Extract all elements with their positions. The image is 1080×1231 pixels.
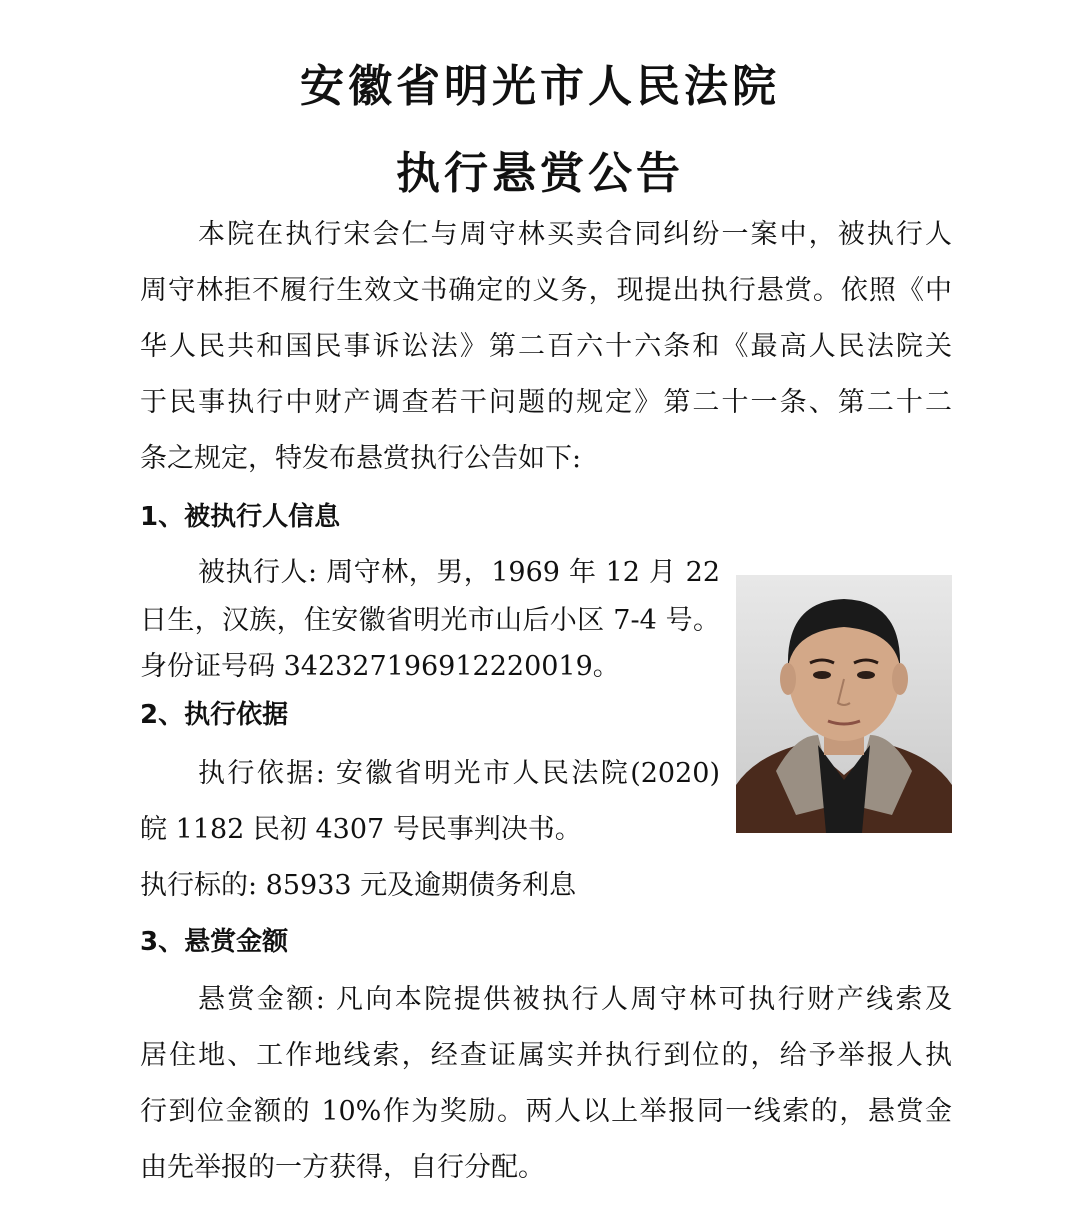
debtor-info-line: 被执行人: 周守林，男，1969 年 12 月 22 [198, 557, 720, 588]
reward-line: 由先举报的一方获得，自行分配。 [140, 1152, 545, 1183]
reward-line: 行到位金额的 10%作为奖励。两人以上举报同一线索的，悬赏金 [140, 1096, 952, 1127]
basis-line: 皖 1182 民初 4307 号民事判决书。 [140, 814, 582, 845]
intro-line: 条之规定，特发布悬赏执行公告如下: [140, 443, 582, 474]
section-heading-basis: 2、执行依据 [140, 700, 289, 730]
reward-line: 居住地、工作地线索，经查证属实并执行到位的，给予举报人执 [140, 1040, 952, 1071]
target-amount-line: 执行标的: 85933 元及逾期债务利息 [140, 870, 577, 901]
intro-line: 于民事执行中财产调查若干问题的规定》第二十一条、第二十二 [140, 387, 952, 418]
intro-line: 周守林拒不履行生效文书确定的义务，现提出执行悬赏。依照《中 [140, 275, 952, 306]
court-name-title: 安徽省明光市人民法院 [300, 61, 780, 112]
debtor-id-line: 身份证号码 342327196912220019。 [140, 651, 620, 682]
intro-line: 华人民共和国民事诉讼法》第二百六十六条和《最高人民法院关 [140, 331, 952, 362]
basis-line: 执行依据: 安徽省明光市人民法院(2020) [198, 758, 720, 789]
section-heading-reward: 3、悬赏金额 [140, 927, 289, 957]
debtor-photo [736, 575, 952, 833]
intro-line: 本院在执行宋会仁与周守林买卖合同纠纷一案中，被执行人 [198, 219, 952, 250]
debtor-info-line: 日生，汉族，住安徽省明光市山后小区 7-4 号。 [140, 605, 720, 636]
notice-title: 执行悬赏公告 [396, 148, 684, 199]
reward-line: 悬赏金额: 凡向本院提供被执行人周守林可执行财产线索及 [198, 984, 952, 1015]
section-heading-debtor-info: 1、被执行人信息 [140, 502, 341, 532]
